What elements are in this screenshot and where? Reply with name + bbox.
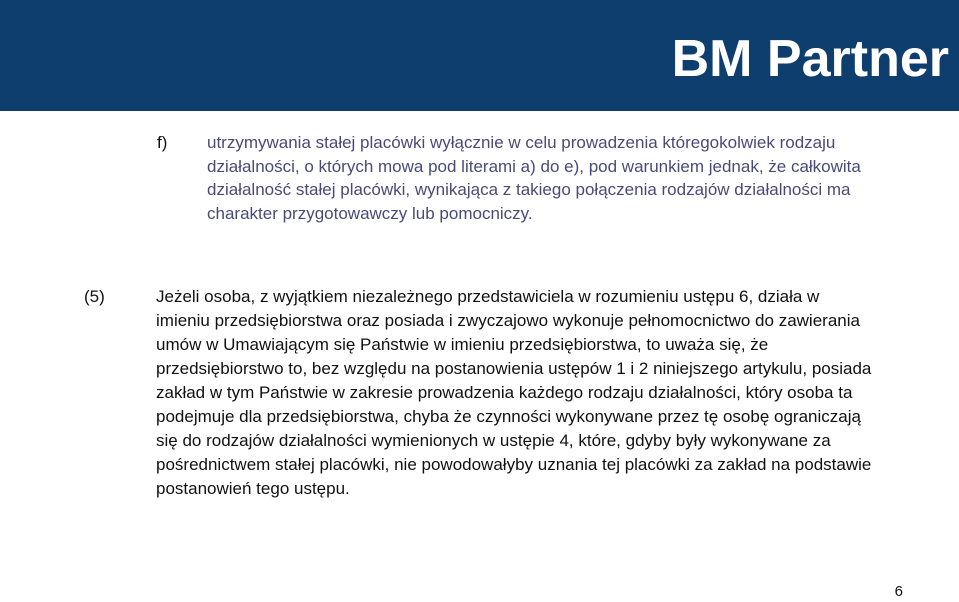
header-bar	[0, 0, 959, 111]
paragraph-marker: (5)	[84, 287, 105, 306]
page-number: 6	[894, 583, 903, 600]
list-item-marker: f)	[157, 133, 168, 152]
paragraph-text: Jeżeli osoba, z wyjątkiem niezależnego przedstawiciela w rozumieniu ustępu 6, działa w imieniu przedsiębiorstwa oraz posiada i zwyczajowo wykonuje pełnomocnictwo do zawierania umów w Umawiającym się Państwie w imieniu przedsiębiorstwa, to uważa się, że przedsiębiorstwo to, bez względu na postanowienia ustępów 1 i 2 niniejszego artykulu, posiada zakład w tym Państwie w zakresie prowadzenia każdego rodzaju działalności, który osoba ta podejmuje dla przedsiębiorstwa, chyba że czynności wykonywane przez tę osobę ograniczają się do rodzajów działalności wymienionych w ustępie 4, które, gdyby były wykonywane za pośrednictwem stałej placówki, nie powodowałyby uznania tej placówki za zakład na podstawie postanowień tego ustępu.	[156, 287, 872, 498]
brand-title: BM Partner	[671, 30, 949, 88]
list-item-text: utrzymywania stałej placówki wyłącznie w celu prowadzenia któregokolwiek rodzaju działalności, o których mowa pod literami a) do e), pod warunkiem jednak, że całkowita działalność stałej placówki, wynikająca z takiego połączenia rodzajów działalności ma charakter przygotowawczy lub pomocniczy.	[207, 133, 861, 223]
